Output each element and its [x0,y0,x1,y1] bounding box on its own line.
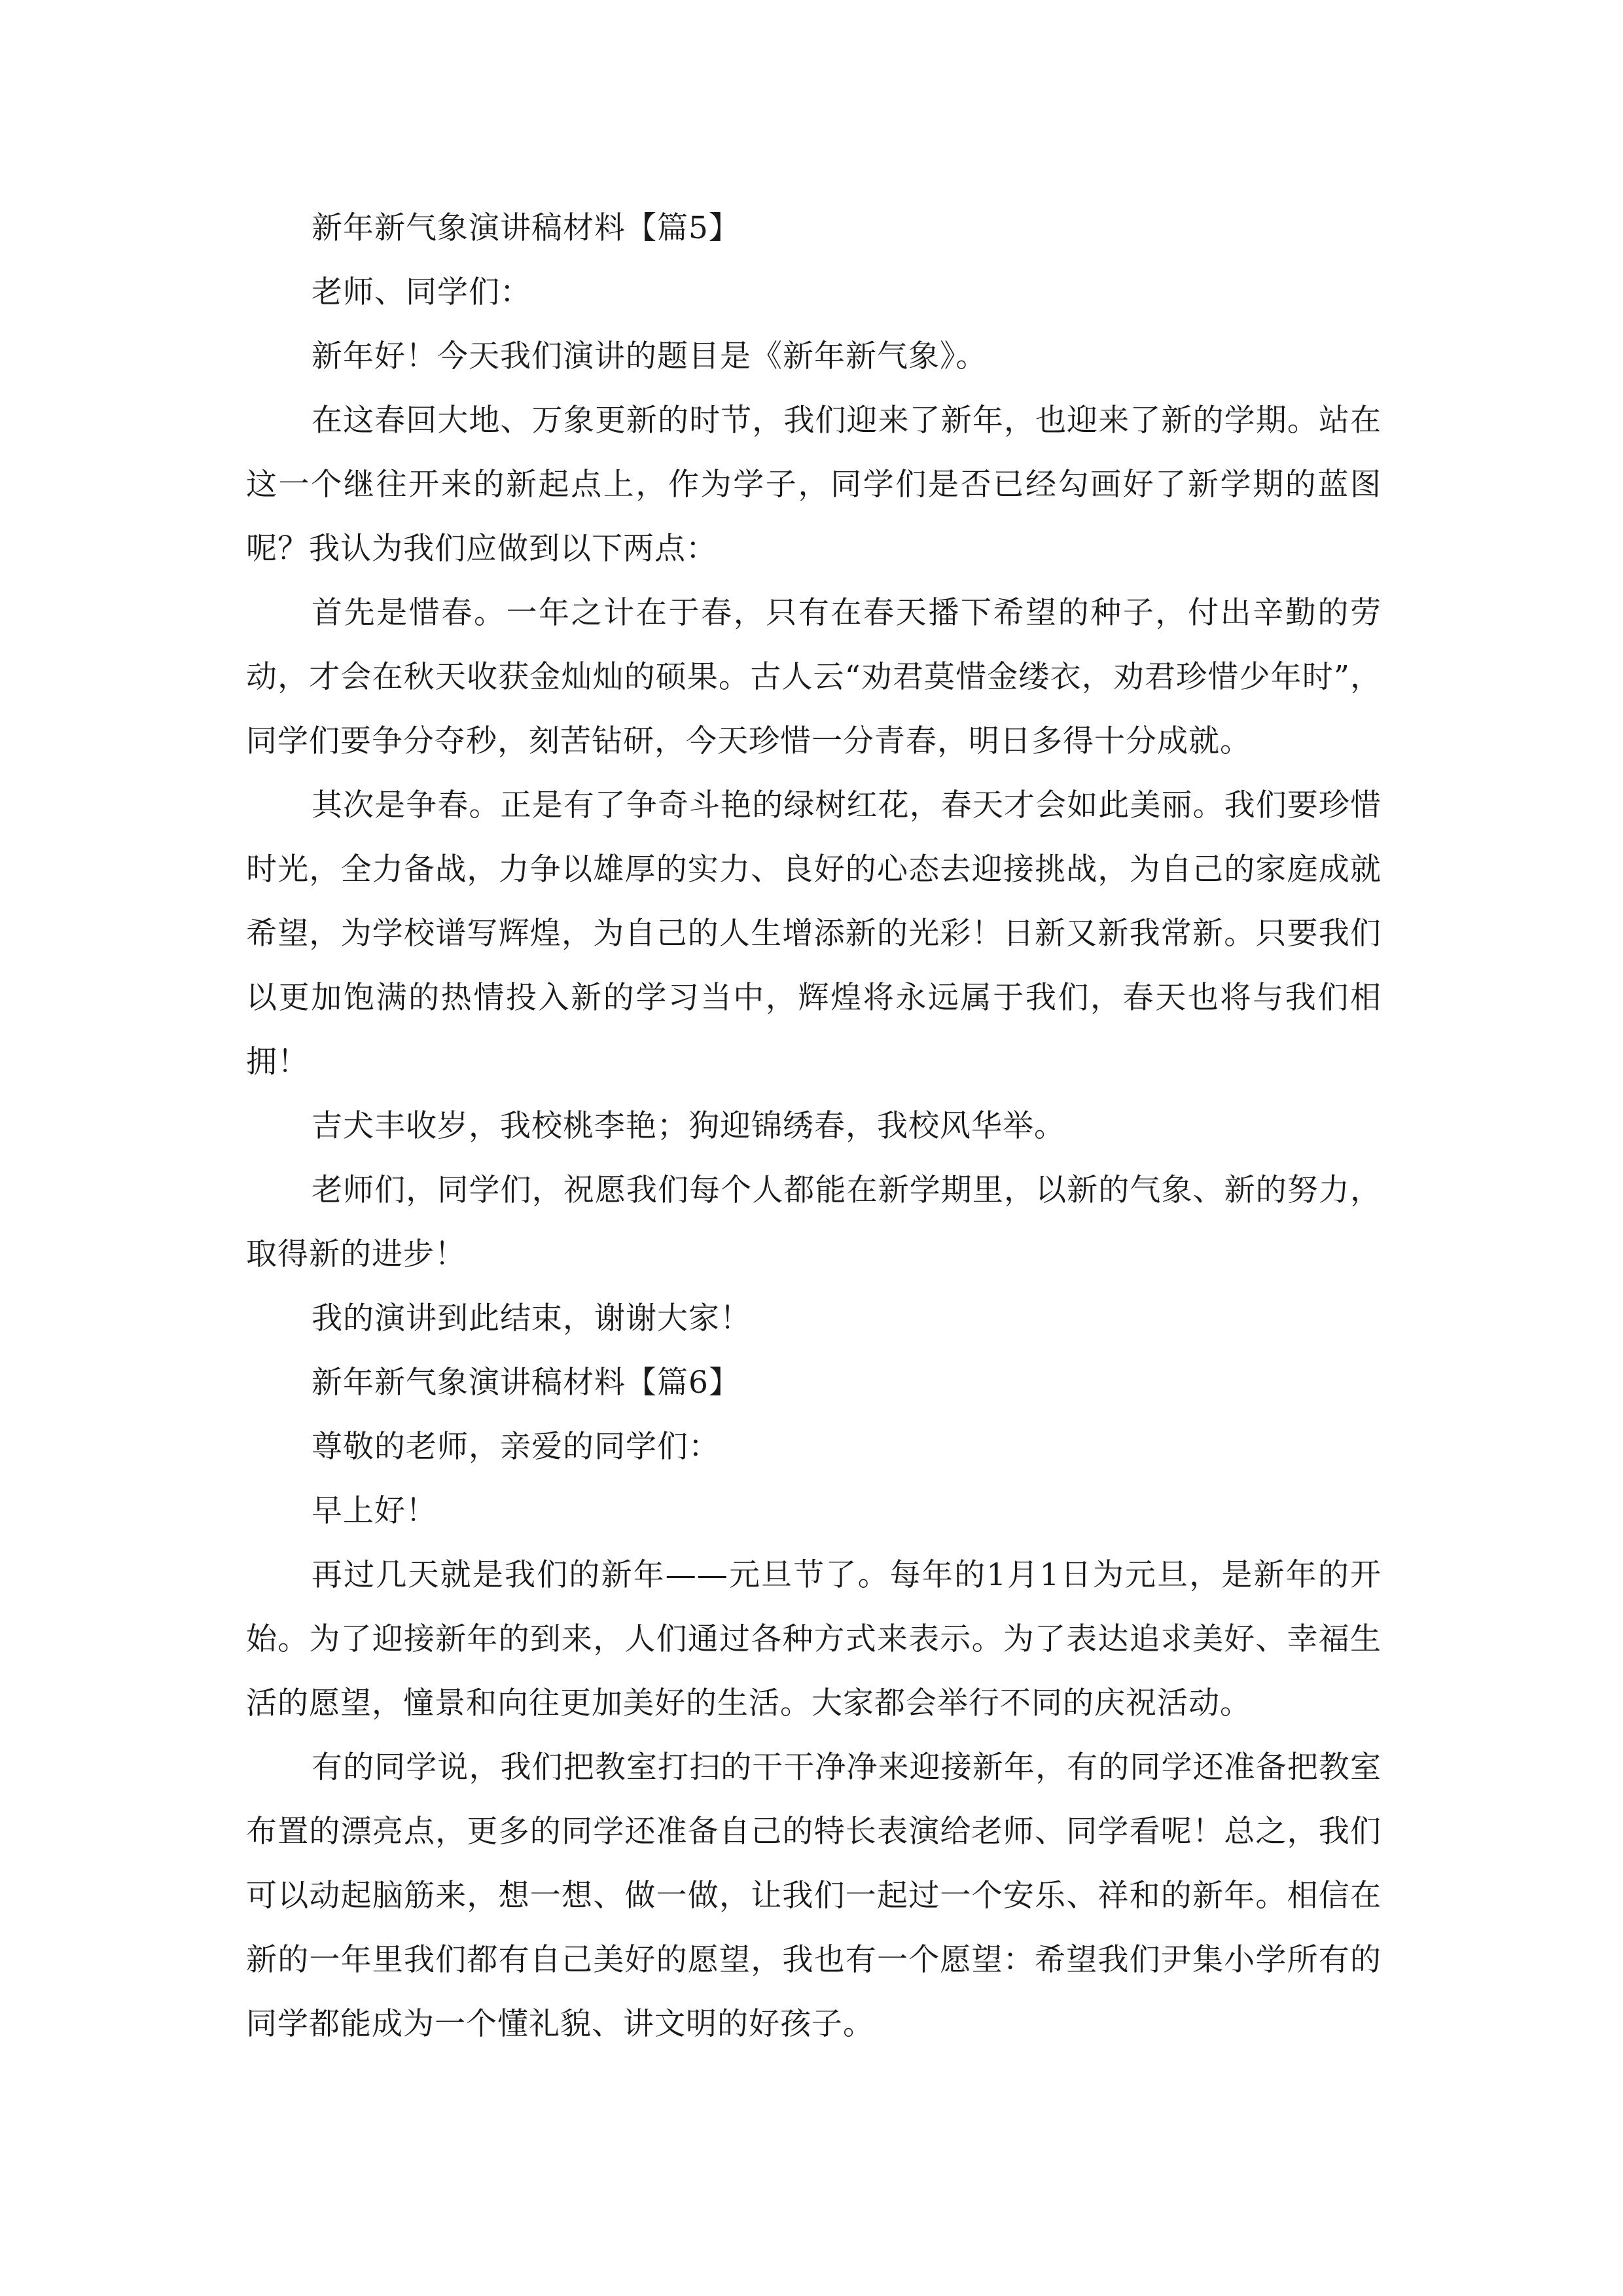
salutation: 尊敬的老师，亲爱的同学们： [312,1429,720,1465]
document-body [246,196,1382,2056]
section-heading-5: 新年新气象演讲稿材料【篇5】 [312,210,740,246]
salutation: 老师、同学们： [312,274,531,310]
greeting: 早上好！ [312,1493,437,1529]
body-paragraph: 老师们，同学们，祝愿我们每个人都能在新学期里，以新的气象、新的努力，取得新的进步！ [246,1172,1382,1272]
body-paragraph: 在这春回大地、万象更新的时节，我们迎来了新年，也迎来了新的学期。站在这一个继往开来的新起点上，作为学子，同学们是否已经勾画好了新学期的蓝图呢？我认为我们应做到以下两点： [246,403,1382,567]
closing-line: 我的演讲到此结束，谢谢大家！ [312,1300,751,1336]
body-paragraph: 其次是争春。正是有了争奇斗艳的绿树红花，春天才会如此美丽。我们要珍惜时光，全力备战，力争以雄厚的实力、良好的心态去迎接挑战，为自己的家庭成就希望，为学校谱写辉煌，为自己的人生增添新的光彩！日新又新我常新。只要我们以更加饱满的热情投入新的学习当中，辉煌将永远属于我们，春天也将与我们相拥！ [246,787,1382,1080]
body-paragraph: 再过几天就是我们的新年——元旦节了。每年的1月1日为元旦，是新年的开始。为了迎接新年的到来，人们通过各种方式来表示。为了表达追求美好、幸福生活的愿望，憧景和向往更加美好的生活。大家都会举行不同的庆祝活动。 [246,1557,1382,1721]
section-heading-6: 新年新气象演讲稿材料【篇6】 [312,1365,740,1401]
body-paragraph: 吉犬丰收岁，我校桃李艳；狗迎锦绣春，我校风华举。 [312,1108,1065,1144]
body-paragraph: 有的同学说，我们把教室打扫的干干净净来迎接新年，有的同学还准备把教室布置的漂亮点，更多的同学还准备自己的特长表演给老师、同学看呢！总之，我们可以动起脑筋来，想一想、做一做，让我们一起过一个安乐、祥和的新年。相信在新的一年里我们都有自己美好的愿望，我也有一个愿望：希望我们尹集小学所有的同学都能成为一个懂礼貌、讲文明的好孩子。 [246,1749,1382,2042]
body-paragraph: 新年好！今天我们演讲的题目是《新年新气象》。 [312,338,988,374]
body-paragraph: 首先是惜春。一年之计在于春，只有在春天播下希望的种子，付出辛勤的劳动，才会在秋天收获金灿灿的硕果。古人云“劝君莫惜金缕衣，劝君珍惜少年时”，同学们要争分夺秒，刻苦钻研，今天珍惜一分青春，明日多得十分成就。 [246,595,1382,759]
